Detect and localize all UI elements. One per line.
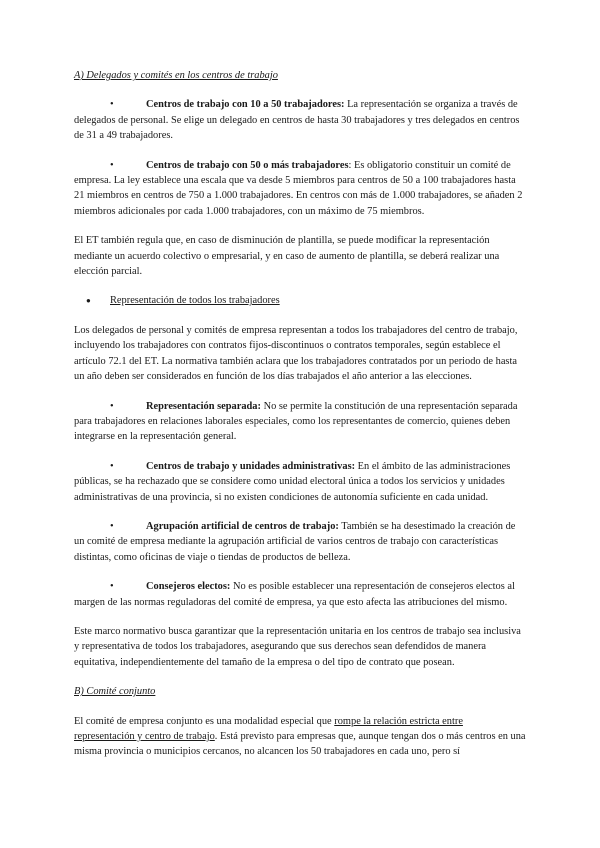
bullet-mark: • <box>110 99 114 111</box>
bullet-item <box>74 459 526 505</box>
bullet-item <box>74 519 526 565</box>
bullet-text: No se permite la constitución de una representación separada para trabajadores en relaciones laborales especiales, como los representantes de comercio, quienes deben integrarse en la representación general. <box>74 400 518 443</box>
paragraph-et: El ET también regula que, en caso de disminución de plantilla, se puede modificar la representación mediante un acuerdo colectivo o empresarial, y en caso de aumento de plantilla, se deberá realizar una elección parcial. <box>74 235 500 278</box>
bullet-text: También se ha desestimado la creación de un comité de empresa mediante la agrupación artificial de varios centros de trabajo con características distintas, como oficinas de viaje o tiendas de productos de belleza. <box>74 520 516 563</box>
bullet-mark: • <box>110 460 114 472</box>
bullet-title: Agrupación artificial de centros de trabajo: <box>146 520 339 532</box>
bullet-title: Centros de trabajo con 50 o más trabajadores <box>146 159 349 171</box>
paragraph-conjunto <box>74 714 526 760</box>
conjunto-text-after: . Está previsto para empresas que, aunque tengan dos o más centros en una misma provincia o municipios cercanos, no alcancen los 50 trabajadores en cada uno, pero sí <box>74 731 526 758</box>
circle-bullet-icon: ● <box>86 296 91 306</box>
paragraph-delegados: Los delegados de personal y comités de empresa representan a todos los trabajadores del centro de trabajo, incluyendo los trabajadores con contratos fijos-discontinuos o contratos temporales, según establece el artículo 72.1 del ET. La normativa también aclara que los trabajadores contratados por un periodo de hasta un año deben ser considerados en función de los días trabajados el año anterior a las elecciones. <box>74 324 518 383</box>
bullet-title: Centros de trabajo con 10 a 50 trabajadores: <box>146 99 345 111</box>
bullet-item <box>74 97 526 143</box>
section-a-heading: A) Delegados y comités en los centros de trabajo <box>74 70 278 81</box>
circle-item-text: Representación de todos los trabajadores <box>110 295 280 307</box>
circle-list-item <box>74 293 526 308</box>
bullet-text: La representación se organiza a través de delegados de personal. Se elige un delegado en centros de hasta 30 trabajadores y tres delegados en centros de 31 a 49 trabajadores. <box>74 99 520 142</box>
bullet-item <box>74 158 526 220</box>
conjunto-text-before: El comité de empresa conjunto es una modalidad especial que <box>74 715 335 727</box>
bullet-title: Representación separada: <box>146 400 261 412</box>
bullet-title: Centros de trabajo y unidades administrativas: <box>146 460 356 472</box>
bullet-mark: • <box>110 520 114 532</box>
bullet-title: Consejeros electos: <box>146 581 231 593</box>
conjunto-underlined-text: rompe la relación estricta entre representación y centro de trabajo <box>74 715 463 742</box>
bullet-item <box>74 579 526 610</box>
paragraph-marco: Este marco normativo busca garantizar que la representación unitaria en los centros de trabajo sea inclusiva y representativa de todos los trabajadores, asegurando que sus derechos sean defendidos de manera equitativa, independientemente del tamaño de la empresa o del tipo de contrato que posean. <box>74 625 521 668</box>
bullet-text: No es posible establecer una representación de consejeros electos al margen de las normas reguladoras del comité de empresa, ya que esto afecta las atribuciones del mismo. <box>74 581 515 608</box>
section-b-heading: B) Comité conjunto <box>74 686 156 698</box>
bullet-mark: • <box>110 159 114 171</box>
bullet-mark: • <box>110 400 114 412</box>
bullet-mark: • <box>110 581 114 593</box>
bullet-text: : Es obligatorio constituir un comité de empresa. La ley establece una escala que va desde 5 miembros para centros de 50 a 100 trabajadores hasta 21 miembros en centros de 750 a 1.000 trabajadores. En centros con más de 1.000 trabajadores, se añaden 2 miembros adicionales por cada 1.000 trabajadores, con un máximo de 75 miembros. <box>74 159 523 217</box>
bullet-text: En el ámbito de las administraciones públicas, se ha rechazado que se considere como unidad electoral única a todos los servicios y unidades administrativas de una provincia, si no existen condiciones de autonomía suficiente en cada unidad. <box>74 460 511 503</box>
bullet-item <box>74 399 526 445</box>
